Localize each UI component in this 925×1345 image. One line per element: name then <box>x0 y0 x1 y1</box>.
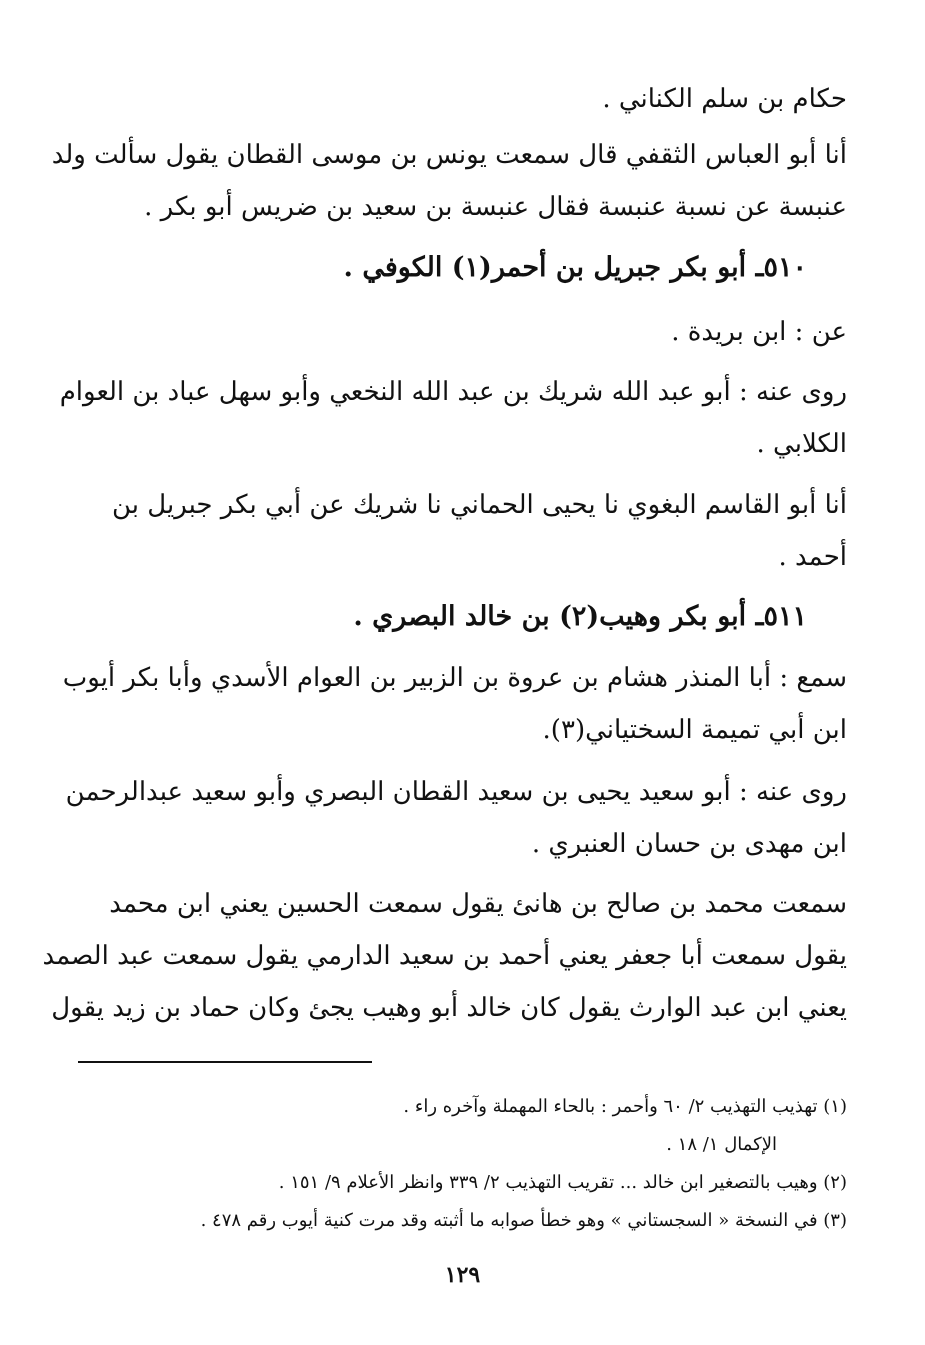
entry-heading: ٥١٠ـ أبو بكر جبريل بن أحمر(١) الكوفي . <box>343 252 807 283</box>
paragraph-rawa-anhu-510 <box>59 366 847 470</box>
text-line: عنبسة عن نسبة عنبسة فقال عنبسة بن سعيد بن ضريس أبو بكر . <box>144 192 847 222</box>
text-line: روى عنه : أبو سعيد يحيى بن سعيد القطان البصري وأبو سعيد عبدالرحمن <box>65 777 847 807</box>
text-line: يعني ابن عبد الوارث يقول كان خالد أبو وهيب يجئ وكان حماد بن زيد يقول <box>51 993 847 1023</box>
text-line: سمعت محمد بن صالح بن هانئ يقول سمعت الحسين يعني ابن محمد <box>109 889 847 919</box>
footnote-1-continuation: الإكمال ١/ ١٨ . <box>666 1134 777 1155</box>
entry-heading-510 <box>112 242 847 294</box>
paragraph-isnad-anbasa <box>51 129 847 233</box>
text-line: عن : ابن بريدة . <box>671 317 847 347</box>
text-line: سمع : أبا المنذر هشام بن عروة بن الزبير بن العوام الأسدي وأبا بكر أيوب <box>62 663 847 693</box>
paragraph-isnad-511 <box>42 878 847 1034</box>
text-line: حكام بن سلم الكناني . <box>602 84 847 114</box>
text-line: أنا أبو القاسم البغوي نا يحيى الحماني نا شريك عن أبي بكر جبريل بن <box>112 490 847 520</box>
text-line: ابن مهدى بن حسان العنبري . <box>531 829 847 859</box>
footnotes <box>112 1088 847 1240</box>
paragraph-isnad-510 <box>112 479 847 583</box>
footnote-separator <box>78 1061 372 1063</box>
paragraph-samia <box>62 652 847 756</box>
paragraph-an <box>112 306 847 358</box>
text-line: روى عنه : أبو عبد الله شريك بن عبد الله النخعي وأبو سهل عباد بن العوام <box>59 377 847 407</box>
text-line: أنا أبو العباس الثقفي قال سمعت يونس بن موسى القطان يقول سألت ولد <box>51 140 847 170</box>
text-line: أحمد . <box>778 542 847 572</box>
footnote-1: (١) تهذيب التهذيب ٢/ ٦٠ وأحمر : بالحاء المهملة وآخره راء . <box>403 1096 847 1117</box>
page-number: ١٢٩ <box>444 1262 481 1288</box>
entry-heading: ٥١١ـ أبو بكر وهيب(٢) بن خالد البصري . <box>353 601 807 632</box>
entry-heading-511 <box>112 591 847 643</box>
footnote-2: (٢) وهيب بالتصغير ابن خالد ... تقريب التهذيب ٢/ ٣٣٩ وانظر الأعلام ٩/ ١٥١ . <box>278 1172 847 1193</box>
paragraph-intro-line <box>112 73 847 125</box>
text-line: ابن أبي تميمة السختياني(٣). <box>542 715 847 745</box>
footnote-3: (٣) في النسخة « السجستاني » وهو خطأ صوابه ما أثبته وقد مرت كنية أيوب رقم ٤٧٨ . <box>200 1210 847 1231</box>
text-line: يقول سمعت أبا جعفر يعني أحمد بن سعيد الدارمي يقول سمعت عبد الصمد <box>42 941 847 971</box>
paragraph-rawa-anhu-511 <box>65 766 847 870</box>
text-line: الكلابي . <box>756 429 847 459</box>
